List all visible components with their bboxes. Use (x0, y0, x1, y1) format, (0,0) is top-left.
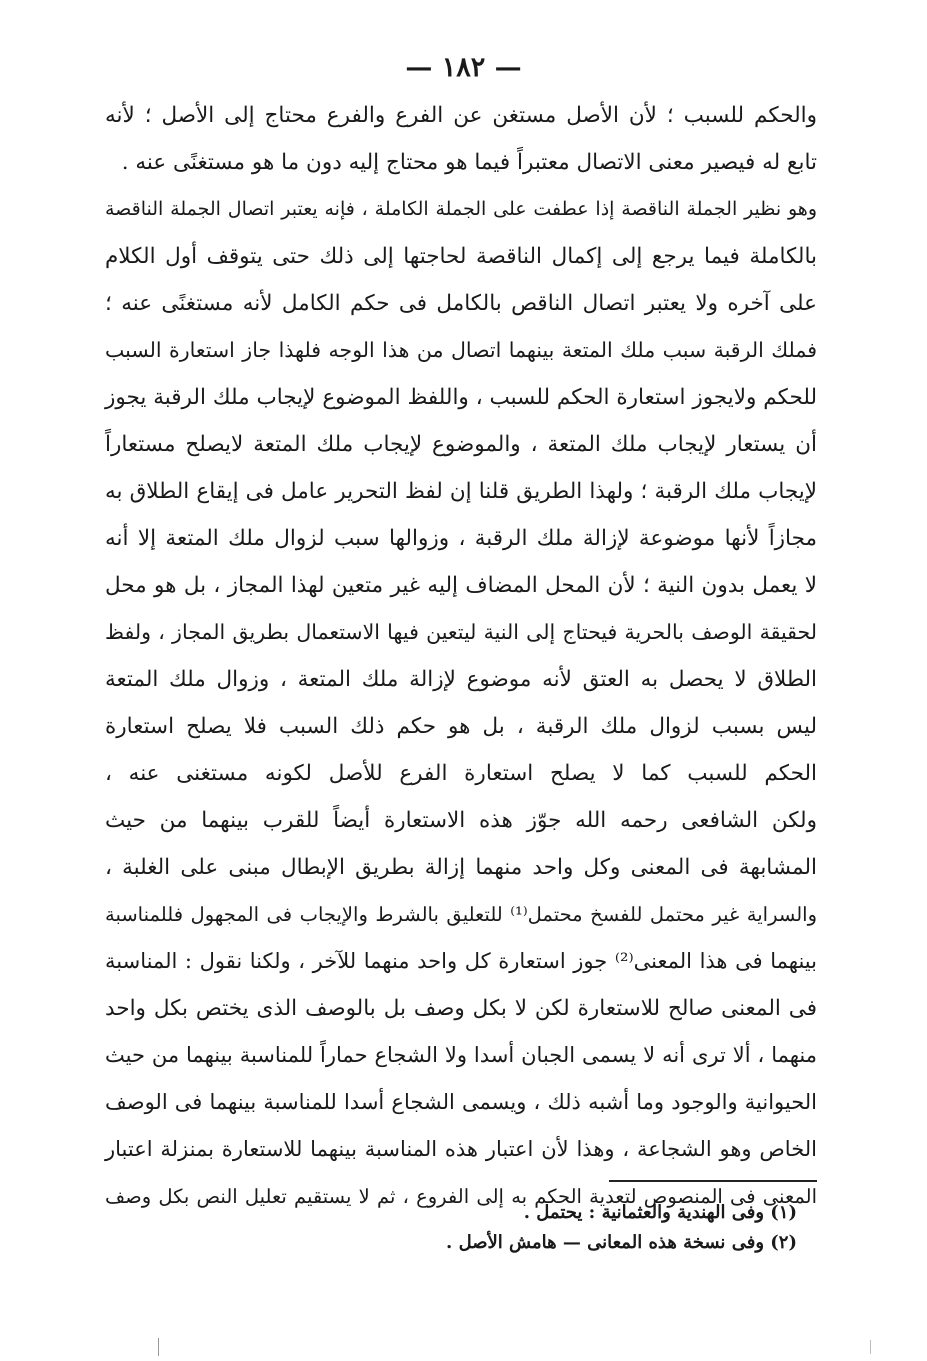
text-line: الخاص وهو الشجاعة ، وهذا لأن اعتبار هذه المناسبة بينهما للاستعارة بمنزلة اعتبار (105, 1137, 817, 1161)
text-line: الطلاق لا يحصل به العتق لأنه موضوع لإزالة ملك المتعة ، وزوال ملك المتعة (105, 667, 817, 692)
scan-mark (158, 1338, 159, 1356)
footnote-1: (١) وفى الهندية والعثمانية : يحتمل . (523, 1202, 797, 1223)
text-line: مجازاً لأنها موضوعة لإزالة ملك الرقبة ، وزوالها سبب لزوال ملك المتعة إلا أنه (105, 526, 817, 551)
page-number: — ١٨٢ — (405, 52, 522, 83)
body-text (105, 92, 817, 1220)
footnote-divider (609, 1180, 817, 1182)
text-line: بالكاملة فيما يرجع إلى إكمال الناقصة لحاجتها إلى ذلك حتى يتوقف أول الكلام (105, 244, 817, 269)
text-line: فملك الرقبة سبب ملك المتعة بينهما اتصال من هذا الوجه فلهذا جاز استعارة السبب (105, 338, 817, 362)
text-line: على آخره ولا يعتبر اتصال الناقص بالكامل فى حكم الكامل لأنه مستغنًى عنه ؛ (105, 291, 817, 316)
text-line: المعنى فى المنصوص لتعدية الحكم به إلى الفروع ، ثم لا يستقيم تعليل النص بكل وصف (105, 1185, 817, 1208)
footnote-2: (٢) وفى نسخة هذه المعانى — هامش الأصل . (446, 1232, 797, 1253)
text-line: أن يستعار لإيجاب ملك المتعة ، والموضوع لإيجاب ملك المتعة لايصلح مستعاراً (105, 432, 817, 457)
scan-mark (870, 1340, 871, 1354)
text-line: بينهما فى هذا المعنى⁽²⁾ جوز استعارة كل واحد منهما للآخر ، ولكنا نقول : المناسبة (105, 949, 817, 973)
text-line: المشابهة فى المعنى وكل واحد منهما إزالة بطريق الإبطال مبنى على الغلبة ، (105, 855, 817, 880)
text-line: ولكن الشافعى رحمه الله جوّز هذه الاستعارة أيضاً للقرب بينهما من حيث (105, 808, 817, 833)
text-line: الحكم للسبب كما لا يصلح استعارة الفرع للأصل لكونه مستغنى عنه ، (105, 761, 817, 786)
text-line: منهما ، ألا ترى أنه لا يسمى الجبان أسدا ولا الشجاع حماراً للمناسبة بينهما من حيث (105, 1043, 817, 1067)
text-line: وهو نظير الجملة الناقصة إذا عطفت على الجملة الكاملة ، فإنه يعتبر اتصال الجملة الناقصة (105, 198, 817, 220)
text-line: والسراية غير محتمل للفسخ محتمل⁽¹⁾ للتعليق بالشرط والإيجاب فى المجهول فللمناسبة (105, 903, 817, 926)
text-line: لا يعمل بدون النية ؛ لأن المحل المضاف إليه غير متعين لهذا المجاز ، بل هو محل (105, 573, 817, 598)
text-line: الحيوانية والوجود وما أشبه ذلك ، ويسمى الشجاع أسدا للمناسبة بينهما فى الوصف (105, 1090, 817, 1114)
text-line: لحقيقة الوصف بالحرية فيحتاج إلى النية ليتعين فيها الاستعمال بطريق المجاز ، ولفظ (105, 620, 817, 644)
text-line: فى المعنى صالح للاستعارة لكن لا بكل وصف بل بالوصف الذى يختص بكل واحد (105, 996, 817, 1021)
text-line: لإيجاب ملك الرقبة ؛ ولهذا الطريق قلنا إن لفظ التحرير عامل فى إيقاع الطلاق به (105, 479, 817, 504)
text-line: تابع له فيصير معنى الاتصال معتبراً فيما هو محتاج إليه دون ما هو مستغنًى عنه . (121, 150, 817, 175)
footnotes (446, 1198, 797, 1258)
text-line: للحكم ولايجوز استعارة الحكم للسبب ، واللفظ الموضوع لإيجاب ملك الرقبة يجوز (105, 385, 817, 410)
text-line: ليس بسبب لزوال ملك الرقبة ، بل هو حكم ذلك السبب فلا يصلح استعارة (105, 714, 817, 739)
text-line: والحكم للسبب ؛ لأن الأصل مستغن عن الفرع والفرع محتاج إلى الأصل ؛ لأنه (105, 103, 817, 128)
